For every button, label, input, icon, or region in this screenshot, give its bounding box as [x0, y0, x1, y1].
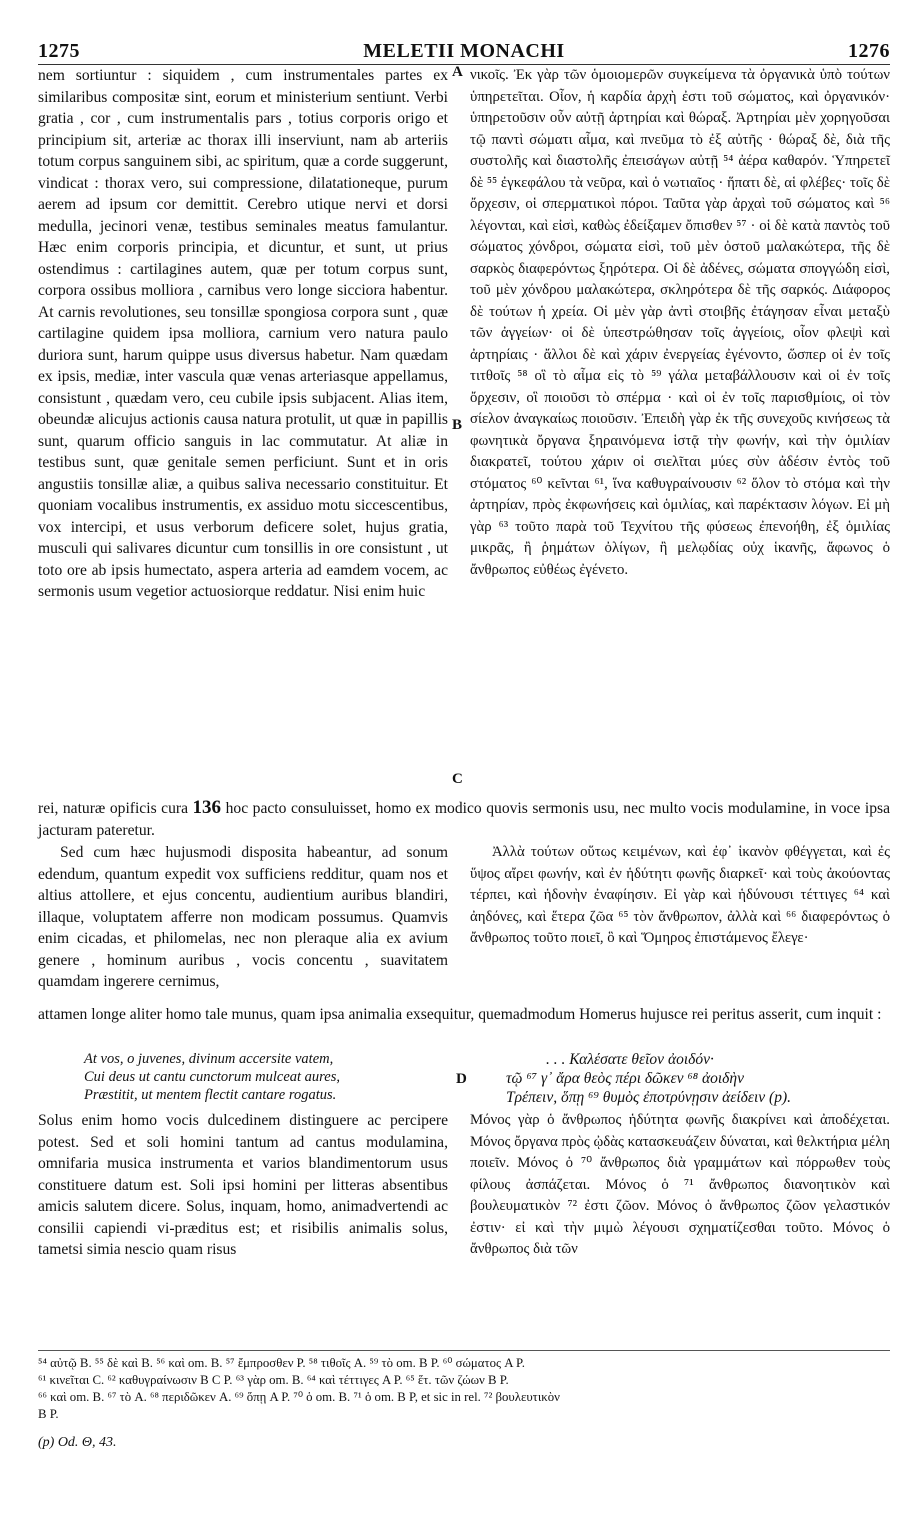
footnote-divider	[38, 1350, 890, 1351]
greek-verse-line-1: . . . Καλέσατε θεῖον ἀοιδόν·	[546, 1051, 714, 1068]
greek-block-2-text: Ἀλλὰ τούτων οὕτως κειμένων, καὶ ἐφ᾽ ἱκανὸν φθέγγεται, καὶ ἐς ὕψος αἴρει φωνήν, καὶ ἐν ἡδύτητι φωνῆς διαρκεῖ· καὶ τοὺς ἀκούοντας τέρπει, καὶ ἡδονὴν ἐναφίησιν. Εἰ γὰρ καὶ ἡδύνουσι τέττιγες ⁶⁴ καὶ ἀηδόνες, καὶ ἕτερα ζῶα ⁶⁵ τὸν ἄνθρωπον, ἀλλὰ καὶ ⁶⁶ διαφερόντως ὁ ἄνθρωπος τοῦτο ποιεῖ, ὃ καὶ Ὅμηρος ἐπιστάμενος ἔλεγε·	[470, 844, 890, 946]
column-number-right: 1276	[848, 40, 890, 62]
margin-marker-c: C	[452, 771, 463, 787]
footnotes	[38, 1355, 890, 1423]
latin-full-line-post: hoc pacto consuluisset, homo ex modico quovis sermonis usu, nec multo vocis modulamine, in voce ipsa jacturam pateretur.	[38, 800, 890, 839]
latin-block-2-text: Sed cum hæc hujusmodi disposita habeantur, ad sonum edendum, quantum expedit vox sufficiens redditur, quam nos et altius attollere, et ejus concentu, audientium auribus blandiri, illaque, voluptatem afferre non modicam possumus. Quamvis enim cicadas, et philomelas, nec non pleraque alia ex avium genere , hominum auribus , vocis concentu , suavitatem quamdam ingerere cernimus,	[38, 844, 448, 990]
margin-marker-b: B	[452, 417, 463, 433]
footnote-line-3: ⁶⁶ καὶ om. B. ⁶⁷ τὸ A. ⁶⁸ περιδῶκεν A. ⁶⁹ ὅπῃ A P. ⁷⁰ ὁ om. B. ⁷¹ ὁ om. B P, et sic in rel. ⁷² βουλευτικὸν	[38, 1390, 560, 1404]
latin-column-block-1: nem sortiuntur : siquidem , cum instrumentales partes ex similaribus compositæ sint, eorum et ministerium sentiunt. Verbi gratia , cor , cum instrumentalis pars , totius corporis origo et principium sit, arteriæ ac thorax illi inserviunt, nam ab arteriis totum corpus sanguinem sibi, ac spiritum, quæ a corde suggerunt, vindicat : thorax vero, sui compressione, dilatationeque, purum aerem ad ipsum cor demittit. Cerebro utique nervi et dorsi medulla, jecinori venæ, testibus seminales meatus famulantur. Hæc enim corporis principia, et dicuntur, et sunt, ut prius ostendimus : cartilagines autem, quæ per totum corpus sunt, corpora ossibus molliora , carnibus vero longe sicciora habentur. At carnis revolutiones, seu tonsillæ spongiosa corpora sunt , quæ cartilagine quidem ipsa molliora, carnium vero natura paulo duriora sunt, harum quippe usus diversus habetur. Nam quædam ex ipsis, mediæ, inter vascula quæ venas arteriasque appellamus, consistunt , quædam vero, ceu cubile ipsis subjacent. Alias item, obeundæ alicujus actionis causa natura protulit, ut quæ in papillis sunt, quarum officio sanguis in lac commutatur. At aliæ in testibus sunt, quæ genitale semen perficiunt. Sunt et in oris angustiis tonsillæ aliæ, a quibus saliva necessario constituitur. Et quoniam vocalibus instrumentis, ex assiduo motu siccescentibus, vox intercipi, et usus verborum deficere solet, hujus gratia, musculi qui salivares dicuntur cum tonsillis in ore consistunt , ut toto ore ab ipsis humectato, aspera arteria ad eamdem vocem, ac sermonis usum vegetior actuosiorque reddatur. Nisi enim huic	[38, 67, 448, 600]
column-number-left: 1275	[38, 40, 80, 62]
page-number-inline: 136	[192, 797, 222, 818]
latin-full-width-line	[38, 797, 890, 841]
latin-full-width-line-2: attamen longe aliter homo tale munus, quam ipsa animalia exsequitur, quemadmodum Homerus hujusce rei peritus asserit, cum inquit :	[38, 1006, 882, 1023]
greek-column-block-2	[470, 842, 890, 950]
source-reference: (p) Od. Θ, 43.	[38, 1435, 117, 1450]
latin-full-line-pre: rei, naturæ opificis cura	[38, 800, 188, 817]
latin-column-block-3: Solus enim homo vocis dulcedinem distinguere ac percipere potest. Sed et soli homini tantum ad cantus modulamina, omnifaria musica instrumenta et varios blandimentorum usus constituere datum est. Soli ipsi homini per litteras absentibus amicis salutem dicere. Solus, inquam, homo, animadvertendi ac consilii capiendi vi-præditus est; et risibilis animalis solus, tametsi simia nescio quam risus	[38, 1112, 448, 1258]
latin-verse-line-3: Præstitit, ut mentem flectit cantare rogatus.	[84, 1087, 337, 1103]
greek-column-block-3: Μόνος γὰρ ὁ ἄνθρωπος ἡδύτητα φωνῆς διακρίνει καὶ ἀποδέχεται. Μόνος ὄργανα πρὸς ᾠδὰς κατασκευάζειν δύναται, καὶ θελκτήρια μέλη ποιεῖν. Μόνος ὁ ⁷⁰ ἄνθρωπος διὰ γραμμάτων καὶ πόρρωθεν τοὺς φίλους ἀσπάζεται. Μόνος ὁ ⁷¹ ἄνθρωπος διανοητικὸν καὶ βουλευματικὸν ⁷² ἐστι ζῶον. Μόνος ὁ ἄνθρωπος ζῶον γελαστικόν ἐστιν· εἰ καὶ τὴν μιμὼ λέγουσι σχηματίζεσθαι τοῦτο. Μόνος ὁ ἄνθρωπος διὰ τῶν	[470, 1112, 890, 1257]
footnote-line-4: B P.	[38, 1407, 59, 1421]
latin-verse-line-1: At vos, o juvenes, divinum accersite vatem,	[84, 1051, 334, 1067]
latin-verse-line-2: Cui deus ut cantu cunctorum mulceat aures,	[84, 1069, 340, 1085]
latin-verse	[84, 1050, 464, 1104]
greek-verse-line-3: Τρέπειν, ὅπῃ ⁶⁹ θυμὸς ἐποτρύνῃσιν ἀείδειν (p).	[506, 1089, 792, 1106]
footnote-line-1: ⁵⁴ αὐτῷ B. ⁵⁵ δὲ καὶ B. ⁵⁶ καὶ om. B. ⁵⁷ ἔμπροσθεν P. ⁵⁸ τιθοῖς A. ⁵⁹ τὸ om. B P. ⁶⁰ σώματος A P.	[38, 1356, 525, 1370]
latin-column-block-2	[38, 842, 448, 993]
margin-marker-d: D	[456, 1071, 467, 1087]
greek-column-block-1: νικοῖς. Ἐκ γὰρ τῶν ὁμοιομερῶν συγκείμενα τὰ ὀργανικὰ ὑπὸ τούτων ὑπηρετεῖται. Οἷον, ἡ καρδία ἀρχὴ ἐστι τοῦ σώματος, καὶ ὀργανικόν· ὑπηρετοῦσιν οὖν αὐτῇ ἀρτηρίαι καὶ θώραξ. Ἀρτηρίαι μὲν χορηγοῦσαι τῷ παντὶ σώματι αἷμα, καὶ πνεῦμα τὸ ἐξ αὐτῆς · θώραξ δὲ, διὰ τῆς συστολῆς καὶ διαστολῆς ἐπεισάγων αὐτῇ ⁵⁴ ἀέρα καθαρόν. Ὑπηρετεῖ δὲ ⁵⁵ ἐγκεφάλου τὰ νεῦρα, καὶ ὁ νωτιαῖος · ἥπατι δὲ, αἱ φλέβες· τοῖς δὲ ὄρχεσιν, οἱ σπερματικοὶ πόροι. Ταῦτα γὰρ ἀρχαὶ τοῦ σώματος καὶ ⁵⁶ λέγονται, καὶ εἰσὶ, καθὼς ἐδείξαμεν ὄπισθεν ⁵⁷ · οἱ δὲ κατὰ παντὸς τοῦ σώματος χόνδροι, σώματα εἰσὶ, τοῦ μὲν ὀστοῦ μαλακώτερα, τῆς δὲ σαρκὸς διαφερόντως ξηρότερα. Οἱ δὲ ἀδένες, σώματα σπογγώδη εἰσὶ, τοῦ μὲν χόνδρου μαλακώτερα, σκληρότερα δὲ τῆς σαρκός. Διάφορος δὲ τούτων ἡ χρεία. Οἱ μὲν γὰρ ἀντὶ στοιβῆς ἐτάγησαν εἶναι μεταξὺ τῶν ἀγγείων· οἱ δὲ ὑπεστρώθησαν τοῖς ἀγγείοις, οἷον φλεψὶ καὶ ἀρτηρίαις · ἄλλοι δὲ καὶ χάριν ἐνεργείας ἐγένοντο, ὥσπερ οἱ ἐν τοῖς τιτθοῖς ⁵⁸ οἳ τὸ αἷμα εἰς τὸ ⁵⁹ γάλα μεταβάλλουσιν καὶ οἱ ἐν τοῖς ὄρχεσιν, οἳ ποιοῦσι τὸ σπέρμα · καὶ οἱ ἐν τοῖς παρισθμίοις, οἱ τὸν σίελον ἀναγκαίως ποιοῦσιν. Ἐπειδὴ γὰρ ἐκ τῆς συνεχοῦς κινήσεως τὰ φωνητικὰ ὄργανα ξηραινόμενα ἱστᾷ τὴν φωνήν, καὶ τὴν ὁμιλίαν διακρατεῖ, τούτου χάριν οἱ σιελῖται μύες σὺν ἀδέσιν ἐντὸς τοῦ στόματος ⁶⁰ κεῖνται ⁶¹, ἵνα καθυγραίνουσιν ⁶² ὅλον τὸ στόμα καὶ τὴν ἀρτηρίαν, πρὸς ἐκφωνήσεις καὶ ὁμιλίας, καὶ παρέκτασιν λόγων. Εἰ μὴ γὰρ ⁶³ τοῦτο παρὰ τοῦ Τεχνίτου τῆς φύσεως ἐπενοήθη, ἐξ ὁμιλίας μικρᾶς, ἢ ῥημάτων ὀλίγων, ἢ μελῳδίας οὐχ ἱκανῆς, ἄφωνος ὁ ἄνθρωπος εὐθέως ἐγένετο.	[470, 67, 890, 578]
running-title: MELETII MONACHI	[363, 40, 565, 62]
greek-verse-line-2: τῷ ⁶⁷ γ᾽ ἄρα θεὸς πέρι δῶκεν ⁶⁸ ἀοιδὴν	[506, 1070, 744, 1087]
greek-verse	[506, 1050, 890, 1107]
margin-marker-a: A	[452, 64, 463, 80]
footnote-line-2: ⁶¹ κινεῖται C. ⁶² καθυγραίνωσιν B C P. ⁶³ γὰρ om. B. ⁶⁴ καὶ τέττιγες A P. ⁶⁵ ἕτ. τῶν ζώων B P.	[38, 1373, 509, 1387]
running-header	[38, 40, 890, 65]
